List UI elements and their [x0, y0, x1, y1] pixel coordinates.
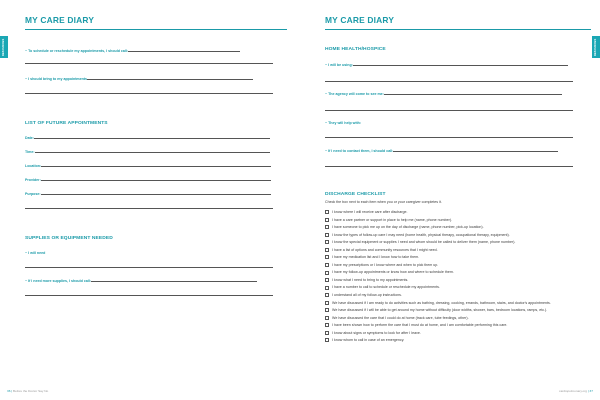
resources-side-tab — [0, 36, 8, 58]
checkbox[interactable] — [325, 338, 329, 342]
checklist-item-label: I have my medication list and I know how to take them. — [332, 255, 420, 260]
checklist-item[interactable] — [325, 301, 587, 305]
checklist-item-label: I know where I will receive care after discharge. — [332, 210, 408, 214]
checkbox[interactable] — [325, 233, 329, 237]
discharge-heading: DISCHARGE CHECKLIST — [325, 192, 386, 197]
resources-side-tab — [592, 36, 600, 58]
checklist-item[interactable] — [325, 225, 587, 229]
checklist-item[interactable] — [325, 285, 587, 289]
provider-label: Provider: — [25, 178, 41, 182]
write-line[interactable] — [25, 208, 273, 209]
checklist-item-label: I have a number to call to schedule or reschedule my appointments. — [332, 285, 440, 290]
checkbox[interactable] — [325, 248, 329, 252]
checklist-item-label: We have discussed if I am ready to do activities such as bathing, dressing, cooking, errands, bathroom, stairs, and doctor's appointments. — [332, 300, 551, 305]
checklist-item-label: I know about signs or symptoms to look for after I leave. — [332, 330, 421, 335]
checklist-item[interactable] — [325, 210, 587, 214]
checklist-item[interactable] — [325, 323, 587, 327]
publication-name: Before the Doctor Say No — [13, 389, 49, 393]
checklist-item[interactable] — [325, 255, 587, 259]
title-divider — [25, 29, 287, 30]
checklist-item-label: I have been shown how to perform the care that I must do at home, and I am comfortable performing this care. — [332, 323, 508, 328]
checklist-item-label: I know the special equipment or supplies I need and whom should be called to deliver them (name, phone number). — [332, 240, 516, 245]
checkbox[interactable] — [325, 308, 329, 312]
time-field[interactable] — [25, 150, 270, 154]
checklist-item-label: I have a list of options and community resources that I might need. — [332, 247, 438, 252]
checkbox[interactable] — [325, 255, 329, 259]
write-line[interactable] — [325, 110, 573, 111]
checkbox[interactable] — [325, 271, 329, 275]
provider-field[interactable] — [25, 178, 271, 182]
title-divider — [325, 29, 591, 30]
date-label: Date: — [25, 136, 34, 140]
write-line[interactable] — [25, 93, 273, 94]
checkbox[interactable] — [325, 301, 329, 305]
checklist-item[interactable] — [325, 218, 587, 222]
using-prompt[interactable]: ~ I will be using: — [325, 63, 568, 67]
agency-visit-prompt[interactable]: ~ The agency will come to see me: — [325, 92, 562, 96]
checklist-item[interactable] — [325, 316, 587, 320]
checklist-item-label: I have my prescriptions or I know where and when to pick them up. — [332, 262, 439, 267]
need-prompt[interactable]: ~ I will need — [25, 251, 46, 255]
checklist-item[interactable] — [325, 338, 587, 342]
checklist-item[interactable] — [325, 248, 587, 252]
contact-label: If I need to contact them, I should call — [328, 149, 393, 153]
publication-name: cardiopulmonary.org — [559, 389, 587, 393]
more-supplies-prompt[interactable]: ~ If I need more supplies, I should call: — [25, 279, 257, 283]
checkbox[interactable] — [325, 316, 329, 320]
purpose-label: Purpose: — [25, 192, 41, 196]
left-footer: 36 | Before the Doctor Say No — [7, 389, 49, 393]
checkbox[interactable] — [325, 210, 329, 214]
checkbox[interactable] — [325, 278, 329, 282]
checkbox[interactable] — [325, 331, 329, 335]
need-prompt-label: I will need — [28, 251, 46, 255]
write-line[interactable] — [25, 267, 273, 268]
side-tab-label: RESOURCES — [594, 38, 597, 56]
checkbox[interactable] — [325, 218, 329, 222]
write-line[interactable] — [325, 166, 573, 167]
supplies-heading: SUPPLIES OR EQUIPMENT NEEDED — [25, 236, 113, 241]
purpose-field[interactable] — [25, 192, 271, 196]
help-with-label: They will help with — [328, 121, 360, 125]
checklist-item-label: We have discussed the care that I could do at home (track care, tube feedings, other). — [332, 315, 469, 320]
checkbox[interactable] — [325, 225, 329, 229]
contact-prompt[interactable]: ~ If I need to contact them, I should call: — [325, 149, 558, 153]
checkbox[interactable] — [325, 240, 329, 244]
time-label: Time: — [25, 150, 35, 154]
page-title: MY CARE DIARY — [325, 15, 395, 25]
using-prompt-label: I will be using — [328, 63, 352, 67]
page-number: 37 — [589, 389, 593, 393]
discharge-checklist — [325, 210, 587, 346]
checklist-item[interactable] — [325, 278, 587, 282]
schedule-prompt[interactable]: ~ To schedule or reschedule my appointments, I should call: — [25, 49, 240, 53]
checklist-item-label: We have discussed if I will be able to get around my home without difficulty (door widths, shower, bars, bedroom locations, ramps, etc.). — [332, 308, 548, 313]
page-number: 36 — [7, 389, 11, 393]
checkbox[interactable] — [325, 263, 329, 267]
checklist-item-label: I understand all of my follow-up instructions. — [332, 293, 402, 298]
checkbox[interactable] — [325, 286, 329, 290]
checklist-item[interactable] — [325, 270, 587, 274]
checkbox[interactable] — [325, 293, 329, 297]
checklist-item-label: I know what I need to bring to my appointments. — [332, 277, 409, 282]
bring-prompt-label: I should bring to my appointments — [28, 77, 88, 81]
side-tab-label: RESOURCES — [2, 38, 5, 56]
checklist-item[interactable] — [325, 293, 587, 297]
write-line[interactable] — [325, 137, 573, 138]
checklist-item-label: I know whom to call in case of an emergency. — [332, 338, 405, 343]
checklist-item[interactable] — [325, 263, 587, 267]
checklist-item-label: I have my follow-up appointments or know how and where to schedule them. — [332, 270, 454, 275]
location-field[interactable] — [25, 164, 271, 168]
checklist-item-label: I have a care partner or support in place to help me (name, phone number). — [332, 217, 453, 222]
agency-visit-label: The agency will come to see me — [328, 92, 383, 96]
page-title: MY CARE DIARY — [25, 15, 95, 25]
schedule-prompt-label: To schedule or reschedule my appointments, I should call — [28, 49, 127, 53]
help-with-prompt[interactable]: ~ They will help with: — [325, 121, 362, 125]
appointments-heading: LIST OF FUTURE APPOINTMENTS — [25, 121, 108, 126]
checklist-item[interactable] — [325, 308, 587, 312]
more-supplies-label: If I need more supplies, I should call — [28, 279, 90, 283]
write-line[interactable] — [25, 63, 273, 64]
checklist-item[interactable] — [325, 233, 587, 237]
checklist-item[interactable] — [325, 240, 587, 244]
hospice-heading: HOME HEALTH/HOSPICE — [325, 47, 386, 52]
date-field[interactable] — [25, 136, 270, 140]
bring-prompt[interactable]: ~ I should bring to my appointments — [25, 77, 253, 81]
checklist-item-label: I know the types of follow-up care I may need (home health, physical therapy, occupational therapy, equipment). — [332, 232, 510, 237]
checkbox[interactable] — [325, 323, 329, 327]
discharge-intro: Check the box next to each item when you or your caregiver completes it. — [325, 200, 442, 204]
right-footer: cardiopulmonary.org | 37 — [559, 389, 593, 393]
write-line[interactable] — [325, 81, 573, 82]
right-page — [300, 0, 600, 400]
checklist-item[interactable] — [325, 331, 587, 335]
checklist-item-label: I have someone to pick me up on the day of discharge (name, phone number, pick-up location). — [332, 225, 484, 230]
location-label: Location: — [25, 164, 42, 168]
write-line[interactable] — [25, 295, 273, 296]
